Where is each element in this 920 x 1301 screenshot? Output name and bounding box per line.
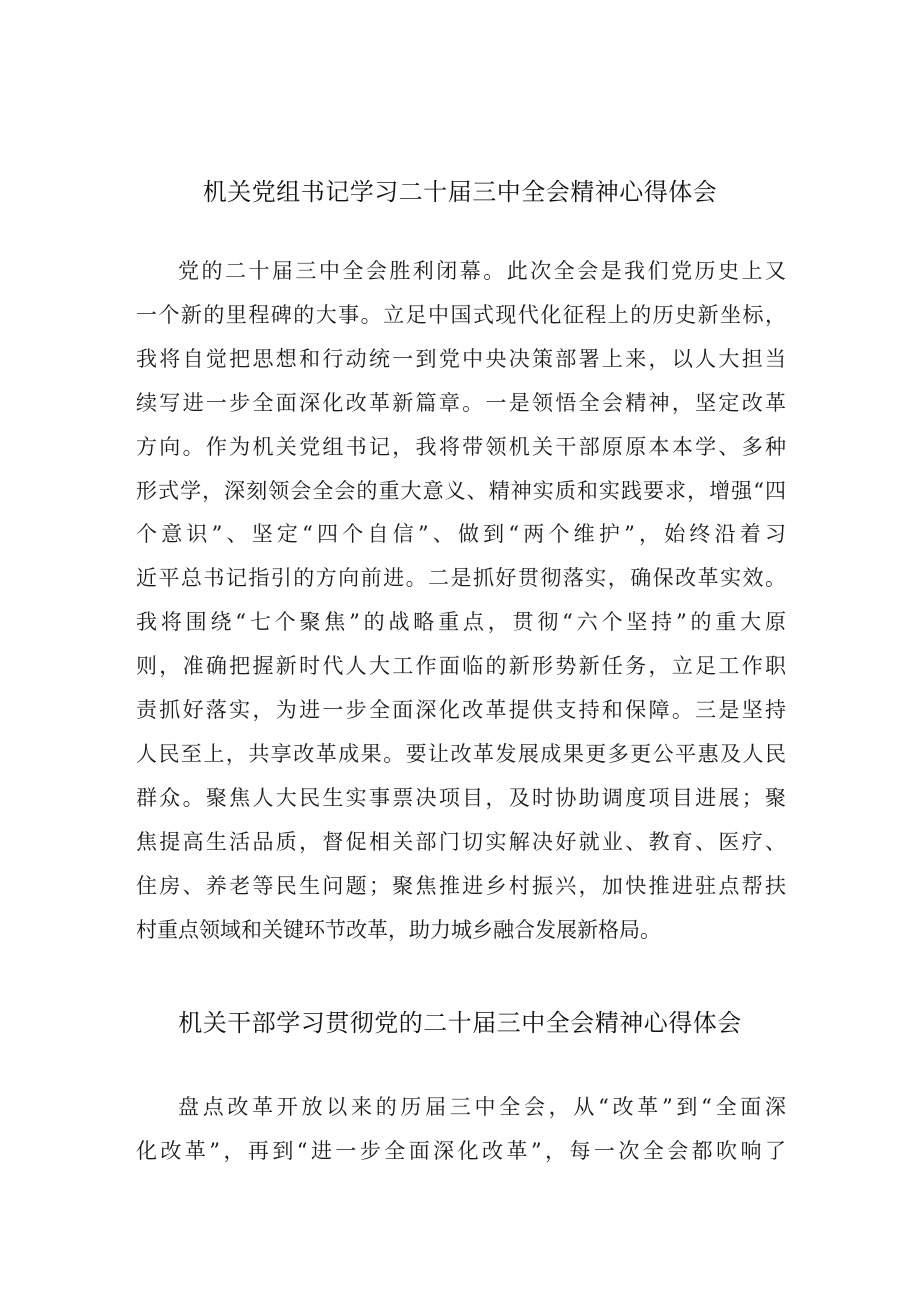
paragraph-line: 一个新的里程碑的大事。立足中国式现代化征程上的历史新坐标， — [136, 302, 786, 327]
section-1-paragraph — [136, 250, 786, 953]
paragraph-line: 则，准确把握新时代人大工作面临的新形势新任务，立足工作职 — [136, 654, 786, 679]
paragraph-line: 村重点领域和关键环节改革，助力城乡融合发展新格局。 — [136, 917, 661, 942]
paragraph-line: 党的二十届三中全会胜利闭幕。此次全会是我们党历史上又 — [178, 259, 786, 283]
paragraph-line: 个意识”、坚定“四个自信”、做到“两个维护”，始终沿着习 — [136, 522, 786, 547]
section-2-paragraph — [136, 1086, 786, 1174]
paragraph-line: 近平总书记指引的方向前进。二是抓好贯彻落实，确保改革实效。 — [136, 566, 786, 591]
paragraph-line: 我将围绕“七个聚焦”的战略重点，贯彻“六个坚持”的重大原 — [136, 610, 786, 635]
section-title-1: 机关党组书记学习二十届三中全会精神心得体会 — [202, 178, 718, 206]
paragraph-line: 我将自觉把思想和行动统一到党中央决策部署上来，以人大担当 — [136, 346, 786, 371]
paragraph-line: 续写进一步全面深化改革新篇章。一是领悟全会精神，坚定改革 — [136, 390, 786, 415]
paragraph-line: 群众。聚焦人大民生实事票决项目，及时协助调度项目进展；聚 — [136, 785, 786, 810]
section-title-2: 机关干部学习贯彻党的二十届三中全会精神心得体会 — [178, 1009, 742, 1037]
paragraph-line: 化改革”，再到“进一步全面深化改革”，每一次全会都吹响了 — [136, 1138, 786, 1163]
paragraph-line: 住房、养老等民生问题；聚焦推进乡村振兴，加快推进驻点帮扶 — [136, 873, 786, 898]
paragraph-line: 责抓好落实，为进一步全面深化改革提供支持和保障。三是坚持 — [136, 698, 786, 723]
paragraph-line: 焦提高生活品质，督促相关部门切实解决好就业、教育、医疗、 — [136, 829, 786, 854]
paragraph-line: 人民至上，共享改革成果。要让改革发展成果更多更公平惠及人民 — [136, 741, 786, 766]
paragraph-line: 方向。作为机关党组书记，我将带领机关干部原原本本学、多种 — [136, 434, 786, 459]
paragraph-line: 盘点改革开放以来的历届三中全会，从“改革”到“全面深 — [178, 1095, 786, 1119]
paragraph-line: 形式学，深刻领会全会的重大意义、精神实质和实践要求，增强“四 — [136, 478, 786, 503]
